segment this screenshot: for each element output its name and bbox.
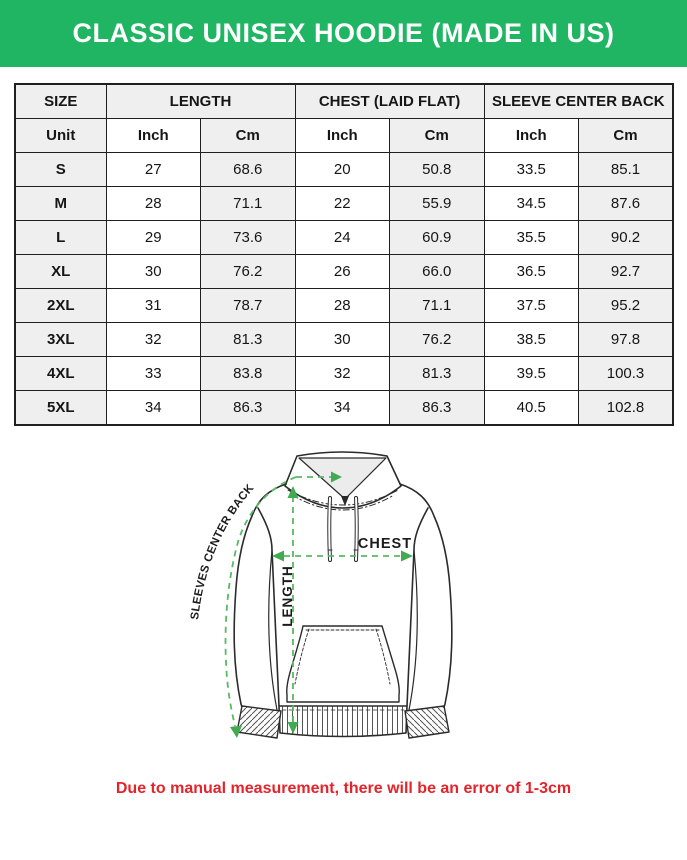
- size-row-S: [15, 153, 673, 187]
- value-cell: 73.6: [201, 221, 296, 255]
- size-cell: 5XL: [15, 391, 106, 426]
- size-cell: S: [15, 153, 106, 187]
- value-cell: 40.5: [484, 391, 579, 426]
- value-cell: 97.8: [579, 323, 674, 357]
- value-cell: 38.5: [484, 323, 579, 357]
- value-cell: 39.5: [484, 357, 579, 391]
- unit-label-cell: Unit: [15, 119, 106, 153]
- value-cell: 71.1: [201, 187, 296, 221]
- header-sleeve: SLEEVE CENTER BACK: [484, 84, 673, 119]
- value-cell: 68.6: [201, 153, 296, 187]
- value-cell: 76.2: [201, 255, 296, 289]
- value-cell: 81.3: [201, 323, 296, 357]
- value-cell: 100.3: [579, 357, 674, 391]
- size-cell: 2XL: [15, 289, 106, 323]
- left-cuff: [237, 706, 281, 738]
- length-label: LENGTH: [280, 565, 295, 627]
- size-row-XL: [15, 255, 673, 289]
- value-cell: 60.9: [390, 221, 485, 255]
- value-cell: 66.0: [390, 255, 485, 289]
- value-cell: 90.2: [579, 221, 674, 255]
- hoodie-measurement-diagram: [0, 438, 687, 770]
- size-cell: XL: [15, 255, 106, 289]
- header-length: LENGTH: [106, 84, 295, 119]
- unit-cell: Cm: [201, 119, 296, 153]
- value-cell: 71.1: [390, 289, 485, 323]
- size-chart-header: [15, 84, 673, 119]
- value-cell: 78.7: [201, 289, 296, 323]
- unit-cell: Cm: [579, 119, 674, 153]
- chest-label: CHEST: [357, 536, 413, 552]
- value-cell: 28: [295, 289, 390, 323]
- value-cell: 85.1: [579, 153, 674, 187]
- value-cell: 33: [106, 357, 201, 391]
- unit-row: [15, 119, 673, 153]
- value-cell: 34: [106, 391, 201, 426]
- hoodie-illustration: [0, 438, 687, 770]
- value-cell: 30: [106, 255, 201, 289]
- value-cell: 87.6: [579, 187, 674, 221]
- value-cell: 24: [295, 221, 390, 255]
- value-cell: 50.8: [390, 153, 485, 187]
- value-cell: 55.9: [390, 187, 485, 221]
- size-row-M: [15, 187, 673, 221]
- pocket: [287, 626, 400, 702]
- page-title: CLASSIC UNISEX HOODIE (MADE IN US): [72, 18, 615, 48]
- waistband-rib: [279, 706, 407, 737]
- size-chart-table: [14, 83, 674, 426]
- value-cell: 28: [106, 187, 201, 221]
- value-cell: 33.5: [484, 153, 579, 187]
- header-size: SIZE: [15, 84, 106, 119]
- value-cell: 22: [295, 187, 390, 221]
- size-row-5XL: [15, 391, 673, 426]
- size-cell: L: [15, 221, 106, 255]
- value-cell: 32: [106, 323, 201, 357]
- value-cell: 81.3: [390, 357, 485, 391]
- value-cell: 34: [295, 391, 390, 426]
- value-cell: 76.2: [390, 323, 485, 357]
- size-cell: M: [15, 187, 106, 221]
- value-cell: 35.5: [484, 221, 579, 255]
- value-cell: 27: [106, 153, 201, 187]
- size-cell: 3XL: [15, 323, 106, 357]
- unit-cell: Inch: [484, 119, 579, 153]
- size-row-L: [15, 221, 673, 255]
- value-cell: 20: [295, 153, 390, 187]
- size-row-4XL: [15, 357, 673, 391]
- size-cell: 4XL: [15, 357, 106, 391]
- value-cell: 26: [295, 255, 390, 289]
- value-cell: 95.2: [579, 289, 674, 323]
- measurement-error-note: Due to manual measurement, there will be an error of 1-3cm: [115, 780, 572, 797]
- sleeves-center-back-label: SLEEVES CENTER BACK: [189, 482, 257, 621]
- size-row-3XL: [15, 323, 673, 357]
- size-row-2XL: [15, 289, 673, 323]
- hood-interior: [299, 458, 386, 499]
- value-cell: 86.3: [201, 391, 296, 426]
- value-cell: 32: [295, 357, 390, 391]
- value-cell: 36.5: [484, 255, 579, 289]
- value-cell: 102.8: [579, 391, 674, 426]
- right-cuff: [405, 706, 449, 738]
- header-chest: CHEST (LAID FLAT): [295, 84, 484, 119]
- value-cell: 29: [106, 221, 201, 255]
- value-cell: 34.5: [484, 187, 579, 221]
- unit-cell: Inch: [295, 119, 390, 153]
- size-chart-body: [15, 119, 673, 426]
- value-cell: 37.5: [484, 289, 579, 323]
- value-cell: 92.7: [579, 255, 674, 289]
- title-banner: [0, 0, 687, 67]
- unit-cell: Inch: [106, 119, 201, 153]
- value-cell: 30: [295, 323, 390, 357]
- group-header-row: [15, 84, 673, 119]
- value-cell: 83.8: [201, 357, 296, 391]
- value-cell: 31: [106, 289, 201, 323]
- unit-cell: Cm: [390, 119, 485, 153]
- value-cell: 86.3: [390, 391, 485, 426]
